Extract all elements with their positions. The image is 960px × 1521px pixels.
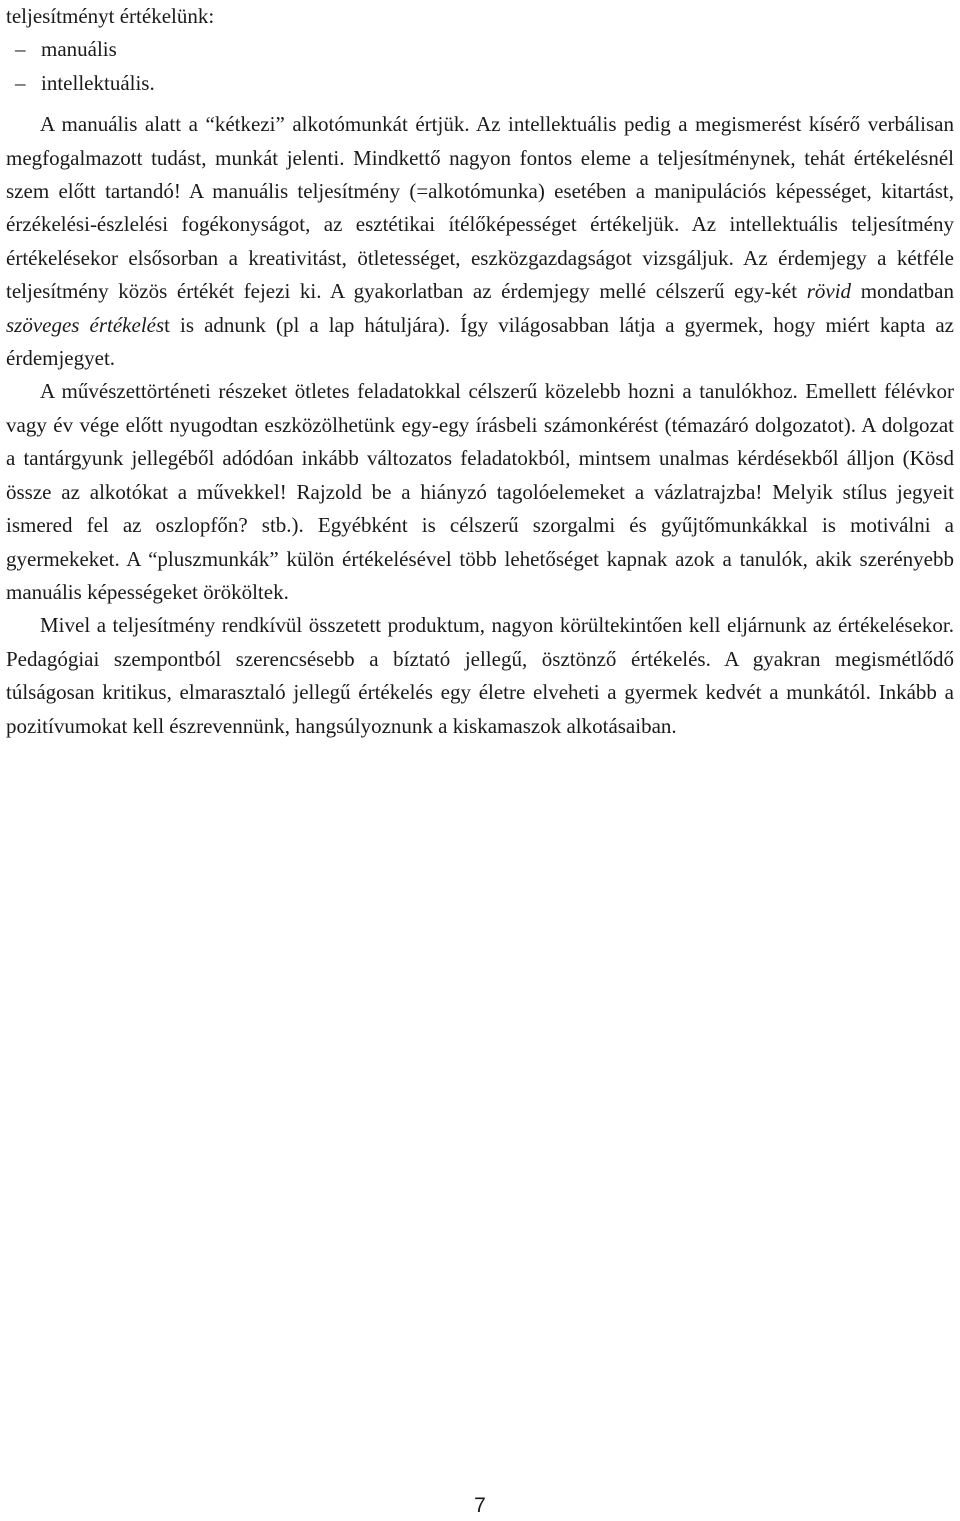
paragraph-text: A manuális alatt a “kétkezi” alkotómunkát értjük. Az intellektuális pedig a megismerést kísérő verbálisan megfogalmazott tudást, munkát jelenti. Mindkettő nagyon fontos eleme a teljesítménynek, tehát értékelésnél szem előtt tartandó! A manuális teljesítmény (=alkotómunka) esetében a manipulációs képességet, kitartást, érzékelési-észlelési fogékonyságot, az esztétikai ítélőképességet értékeljük. Az intellektuális teljesítmény értékelésekor elsősorban a kreativitást, ötletességet, eszközgazdagságot vizsgáljuk. Az érdemjegy a kétféle teljesítmény közös értékét fejezi ki. A gyakorlatban az érdemjegy mellé célszerű egy-két bbox=[6, 112, 954, 304]
document-page bbox=[6, 0, 954, 743]
paragraph-evaluation-approach: Mivel a teljesítmény rendkívül összetett produktum, nagyon körültekintően kell eljárnunk az értékelésekor. Pedagógiai szempontból szerencsésebb a bíztató jellegű, ösztönző értékelés. A gyakran megismétlődő túlságosan kritikus, elmarasztaló jellegű értékelés egy életre elveheti a gyermek kedvét a munkától. Inkább a pozitívumokat kell észrevennünk, hangsúlyoznunk a kiskamaszok alkotásaiban. bbox=[6, 613, 954, 738]
paragraph-art-history: A művészettörténeti részeket ötletes feladatokkal célszerű közelebb hozni a tanulókhoz. Emellett félévkor vagy év vége előtt nyugodtan eszközölhetünk egy-egy írásbeli számonkérést (témazáró dolgozatot). A dolgozat a tantárgyunk jellegéből adódóan inkább változatos feladatokból, mintsem unalmas kérdésekből álljon (Kösd össze az alkotókat a művekkel! Rajzold be a hiányzó tagolóelemeket a vázlatrajzba! Melyik stílus jegyeit ismered fel az oszlopfőn? stb.). Egyébként is célszerű szorgalmi és gyűjtőmunkákkal is motiválni a gyermekeket. A “pluszmunkák” külön értékelésével több lehetőséget kapnak azok a tanulók, akik szerényebb manuális képességeket örököltek. bbox=[6, 379, 954, 604]
list-item-label: manuális bbox=[41, 37, 117, 62]
page-number: 7 bbox=[474, 1494, 486, 1517]
paragraph-text: t is adnunk (pl a lap hátuljára). Így világosabban látja a gyermek, hogy miért kapta az érdemjegyet. bbox=[6, 312, 954, 371]
list-dash: – bbox=[15, 37, 26, 62]
list-item-manual bbox=[6, 33, 954, 66]
list-item-intellectual bbox=[6, 67, 954, 100]
list-dash: – bbox=[15, 70, 26, 95]
italic-text-verbal-evaluation: szöveges értékelés bbox=[6, 312, 165, 337]
list-item-label: intellektuális. bbox=[41, 70, 155, 95]
italic-word-short: rövid bbox=[806, 279, 852, 304]
paragraph-text: mondatban bbox=[851, 279, 955, 304]
paragraph-manual-intellectual bbox=[6, 108, 954, 375]
evaluation-list bbox=[6, 33, 954, 100]
intro-line: teljesítményt értékelünk: bbox=[6, 4, 215, 28]
